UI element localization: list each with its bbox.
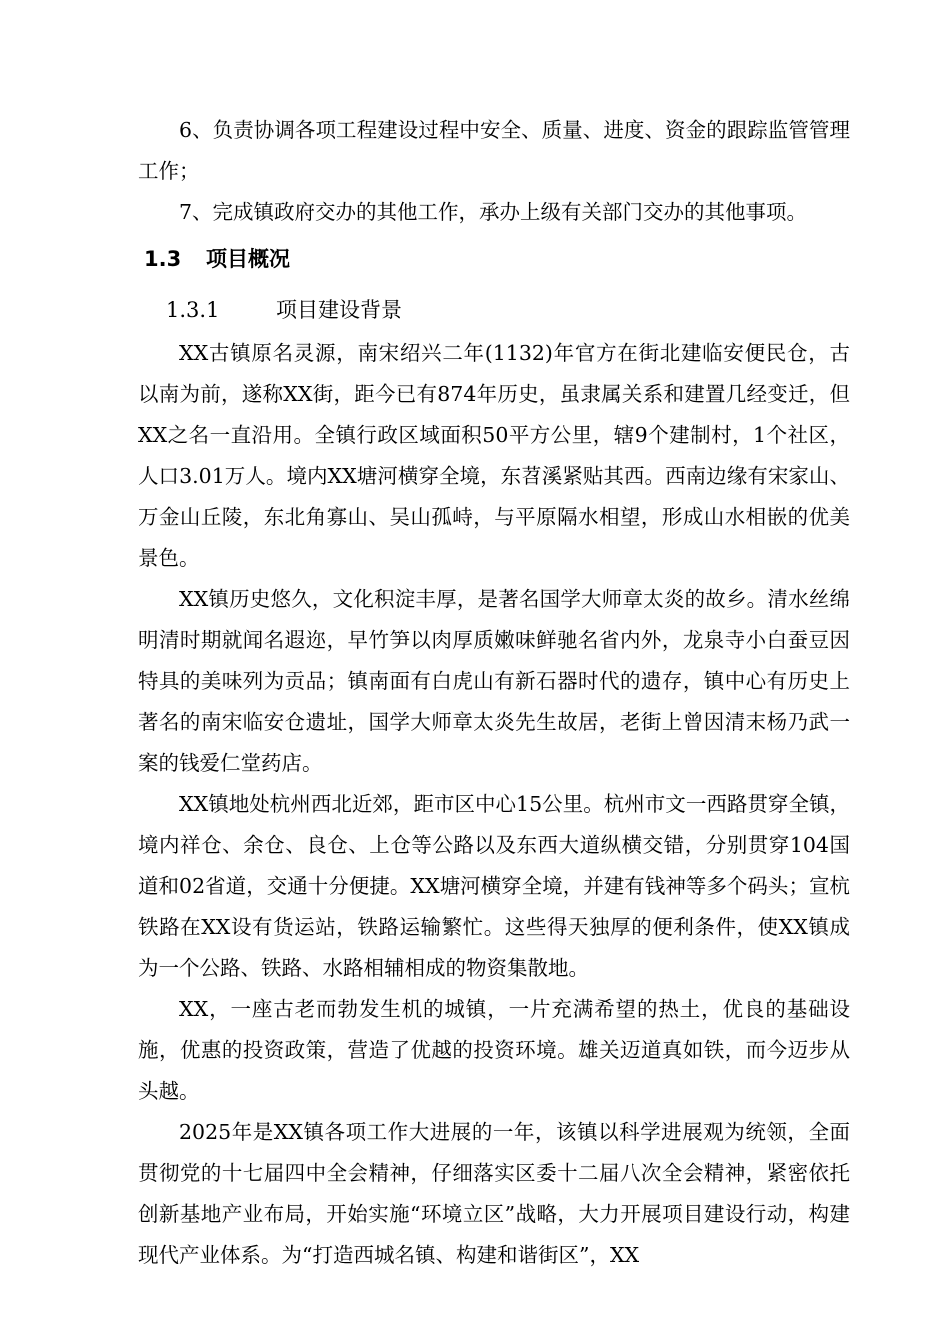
list-item-7: 7、完成镇政府交办的其他工作，承办上级有关部门交办的其他事项。 [179,200,808,224]
subsection-heading [138,287,850,333]
subsection-number: 1.3.1 [166,298,220,322]
subsection-title: 项目建设背景 [276,298,402,322]
document-page [138,110,850,1276]
paragraph-location: XX镇地处杭州西北近郊，距市区中心15公里。杭州市文一西路贯穿全镇，境内祥仓、余仓、良仓、上仓等公路以及东西大道纵横交错，分别贯穿104国道和02省道，交通十分便捷。XX塘河横穿全境，并建有钱神等多个码头；宣杭铁路在XX设有货运站，铁路运输繁忙。这些得天独厚的便利条件，使XX镇成为一个公路、铁路、水路相辅相成的物资集散地。 [138,792,850,980]
paragraph-environment: XX，一座古老而勃发生机的城镇，一片充满希望的热土，优良的基础设施，优惠的投资政策，营造了优越的投资环境。雄关迈道真如铁，而今迈步从头越。 [138,997,850,1103]
paragraph-2025: 2025年是XX镇各项工作大进展的一年，该镇以科学进展观为统领，全面贯彻党的十七届四中全会精神，仔细落实区委十二届八次全会精神，紧密依托创新基地产业布局，开始实施“环境立区”战略，大力开展项目建设行动，构建现代产业体系。为“打造西城名镇、构建和谐街区”，XX [138,1120,850,1267]
paragraph-culture: XX镇历史悠久，文化积淀丰厚，是著名国学大师章太炎的故乡。清水丝绵明清时期就闻名遐迩，早竹笋以肉厚质嫩味鲜驰名省内外，龙泉寺小白蚕豆因特具的美味列为贡品；镇南面有白虎山有新石器时代的遗存，镇中心有历史上著名的南宋临安仓遗址，国学大师章太炎先生故居，老街上曾因清末杨乃武一案的钱爱仁堂药店。 [138,587,850,775]
paragraph-history: XX古镇原名灵源，南宋绍兴二年(1132)年官方在街北建临安便民仓，古以南为前，遂称XX街，距今已有874年历史，虽隶属关系和建置几经变迁，但XX之名一直沿用。全镇行政区域面积50平方公里，辖9个建制村，1个社区，人口3.01万人。境内XX塘河横穿全境，东苕溪紧贴其西。西南边缘有宋家山、万金山丘陵，东北角寡山、吴山孤峙，与平原隔水相望，形成山水相嵌的优美景色。 [138,341,850,570]
section-number: 1.3 [144,247,182,271]
section-title: 项目概况 [206,247,290,271]
list-item-6: 6、负责协调各项工程建设过程中安全、质量、进度、资金的跟踪监管管理工作； [138,118,850,183]
section-heading [138,237,850,281]
